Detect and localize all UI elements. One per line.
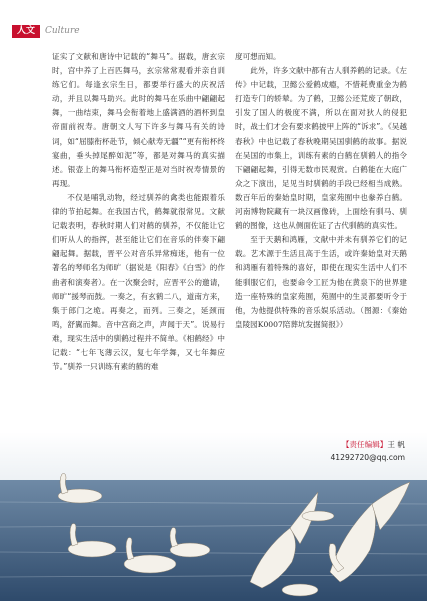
paragraph: 度可想而知。 bbox=[235, 52, 281, 61]
image-source: 《秦始皇陵园K0007陪葬坑发掘简报》 bbox=[235, 305, 407, 329]
paragraph: 此外，许多文献中都有古人驯养鹤的记录。《左传》中记载，卫懿公爱鹤成瘾，不惜耗费重金为鹤打造专门的轿辇。为了鹤，卫懿公还荒废了朝政，引发了国人的极度不满，所以在面对狄人的侵犯时，战士们才会有要求鹤披甲上阵的“诉求”。《吴越春秋》中也记载了春秋晚期吴国驯鹤的故事。据说在吴国的市集上，训练有素的白鹤在驯鹤人的指令下翩翩起舞，引得无数市民观赏。白鹤能在大庭广众之下演出，足见当时驯鹤的手段已经相当成熟。数百年后的秦始皇时期，皇家苑囿中也豢养白鹤。河南博物院藏有一块汉画像砖，上面绘有驯马、驯鹤的图像，这也从侧面佐证了古代驯鹤的真实性。 bbox=[235, 66, 407, 231]
page-header bbox=[0, 0, 427, 36]
paragraph-tail: ） bbox=[339, 319, 348, 329]
left-column bbox=[52, 50, 225, 374]
section-tag: 人文 bbox=[12, 25, 40, 38]
paragraph: 证实了文献和唐诗中记载的“舞马”。据载，唐玄宗时，宫中养了上百匹舞马，玄宗常常观看并亲自训练它们。每逢玄宗生日，都要举行盛大的庆祝活动，并且以舞马助兴。此时的舞马在乐曲中翩翩起舞，一曲结束，舞马会衔着地上盛满酒的酒杯到皇帝面前祝寿。唐朝文人写下许多与舞马有关的诗词，如“屈膝衔杯赴节，倾心献寿无疆”“更有衔杯终宴曲，垂头掉尾醉如泥”等，都是对舞马的真实描述。银壶上的舞马衔杯造型正是对当时祝寿情景的再现。 bbox=[52, 52, 225, 188]
editor-label: 【责任编辑】 bbox=[341, 440, 388, 449]
right-column bbox=[235, 50, 407, 332]
editor-credit bbox=[330, 438, 405, 464]
paragraph-text: 至于天鹅和鸿雁，文献中并未有驯养它们的记载。艺术源于生活且高于生活，或许秦始皇对天鹅和鸿雁有着特殊的喜好，即使在现实生活中人们不能驯服它们，也要命令工匠为他在黄泉下的世界建造一座特殊的皇家苑囿，苑囿中的生灵都要听令于他，为他提供特殊的音乐娱乐活动。（图源： bbox=[235, 235, 407, 315]
paragraph bbox=[235, 233, 407, 332]
editor-name: 王 帆 bbox=[387, 440, 405, 449]
paragraph: 不仅是哺乳动物，经过驯养的禽类也能跟着乐律的节拍起舞。在我国古代，鹤舞就很常见。文献记载表明，春秋时期人们对鹤的驯养，不仅能让它们听从人的指挥，甚至能让它们在音乐的伴奏下翩翩起舞。据载，晋平公对音乐异常痴迷，他有一位著名的琴师名为师旷（据说是《阳春》《白雪》的作曲者和演奏者）。在一次聚会时，应晋平公的邀请，师旷“援琴而鼓。一奏之，有玄鹤二八，道南方来，集于郎门之垝。再奏之，而列。三奏之，延颈而鸣，舒翼而舞。音中宫商之声，声闻于天”。说易行难，现实生活中的驯鹤过程并不简单。《相鹤经》中记载：“七年飞薄云汉，复七年学舞，又七年舞应节。”驯养一只训练有素的鹤的难 bbox=[52, 192, 225, 372]
editor-email: 41292720@qq.com bbox=[330, 453, 405, 462]
section-tag-english: Culture bbox=[45, 26, 80, 36]
